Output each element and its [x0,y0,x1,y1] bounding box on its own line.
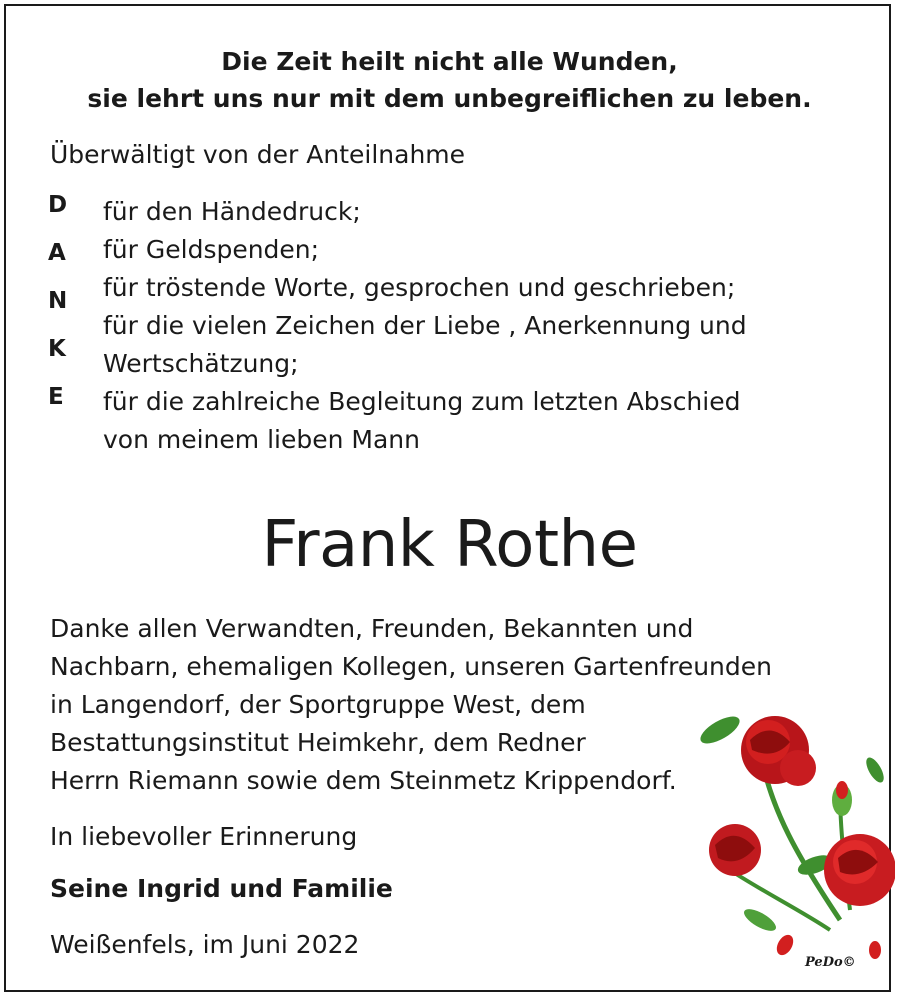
thanks-line: für den Händedruck; [103,197,361,226]
artist-credit: PeDo© [805,955,856,970]
acknowledgement-line: Nachbarn, ehemaligen Kollegen, unseren Gartenfreunden [50,652,772,681]
acknowledgement-line: Bestattungsinstitut Heimkehr, dem Redner [50,728,586,757]
thanks-line: Wertschätzung; [103,349,299,378]
thanks-list [103,193,747,459]
danke-letter: D [48,192,68,218]
thanks-line: von meinem lieben Mann [103,425,420,454]
thanks-line: für die zahlreiche Begleitung zum letzten Abschied [103,387,741,416]
motto-line-1: Die Zeit heilt nicht alle Wunden, [221,47,678,76]
motto-line-2: sie lehrt uns nur mit dem unbegreiflichen zu leben. [87,84,812,113]
place-date: Weißenfels, im Juni 2022 [50,930,360,959]
acknowledgement-paragraph [50,610,772,800]
danke-letter: A [48,240,66,266]
red-roses-icon [690,690,895,990]
signature: Seine Ingrid und Familie [50,874,393,903]
acknowledgement-line: Danke allen Verwandten, Freunden, Bekannten und [50,614,694,643]
danke-letter: E [48,384,64,410]
deceased-name: Frank Rothe [261,508,638,582]
intro-text: Überwältigt von der Anteilnahme [50,140,466,169]
thanks-line: für die vielen Zeichen der Liebe , Anerkennung und [103,311,747,340]
thanks-line: für Geldspenden; [103,235,320,264]
thanks-line: für tröstende Worte, gesprochen und geschrieben; [103,273,736,302]
acknowledgement-line: Herrn Riemann sowie dem Steinmetz Krippendorf. [50,766,677,795]
acknowledgement-line: in Langendorf, der Sportgruppe West, dem [50,690,586,719]
closing-phrase: In liebevoller Erinnerung [50,822,358,851]
danke-letter: K [48,336,66,362]
danke-letter: N [48,288,68,314]
